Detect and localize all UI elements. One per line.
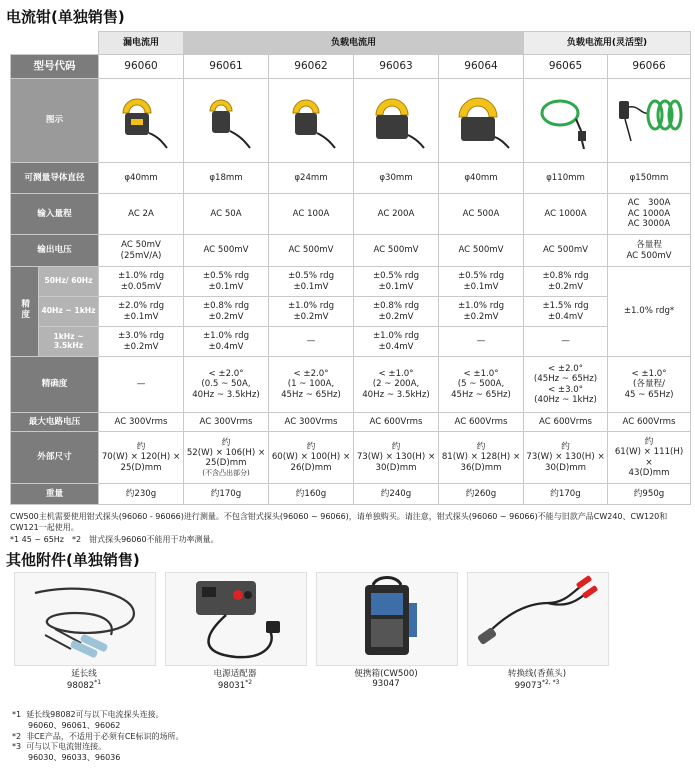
acc-f1-cell xyxy=(524,267,608,297)
accuracy-row-f1 xyxy=(11,267,691,297)
row-label-accuracy xyxy=(11,267,39,357)
cell-line: 约 xyxy=(306,441,316,452)
diameter-cell: φ30mm xyxy=(354,163,439,194)
weight-cell: 约240g xyxy=(354,484,439,505)
clamp-yellow-icon xyxy=(447,93,515,149)
accessory-caption-conversion-cable xyxy=(462,669,612,691)
input-range-cell: AC 50A xyxy=(184,194,269,235)
cell-line: 81(W) × 128(H) × xyxy=(441,452,521,463)
footnote-1-models: 96060、96061、96062 xyxy=(28,720,121,730)
dimensions-cell xyxy=(608,432,691,484)
max-voltage-cell: AC 600Vrms xyxy=(439,413,524,432)
flexible-clamp-3phase-icon xyxy=(615,93,683,149)
cell-line: 73(W) × 130(H) × xyxy=(356,452,436,463)
max-voltage-cell: AC 600Vrms xyxy=(524,413,608,432)
group-load: 负载电流用 xyxy=(184,32,524,55)
accessory-caption-carrying-case xyxy=(311,669,461,690)
accessory-footnotes xyxy=(12,710,183,764)
cell-line: (25mV/A) xyxy=(120,250,162,261)
cell-line: 约 xyxy=(136,441,146,452)
output-cell xyxy=(608,235,691,267)
cell-line: 73(W) × 130(H) × xyxy=(526,452,605,463)
row-label-dimensions: 外部尺寸 xyxy=(11,432,99,484)
acc-f3-cell xyxy=(354,327,439,357)
cell-line: (2 ~ 200A, xyxy=(372,379,420,390)
cell-line: ±0.8% rdg xyxy=(542,271,589,282)
footnote-text: 可与以下电流钳连接。 xyxy=(26,742,107,752)
cell-line: (0.5 ~ 50A, xyxy=(201,379,251,390)
acc-f1-cell xyxy=(184,267,269,297)
cell-line: ±0.2mV xyxy=(208,311,244,322)
dimensions-cell xyxy=(354,432,439,484)
cell-line: ±0.1mV xyxy=(293,281,329,292)
cell-line: ±0.2mV xyxy=(378,311,414,322)
clamp-spec-table xyxy=(10,31,691,505)
cell-line: AC 500mV xyxy=(542,245,589,256)
cell-line: AC 500mV xyxy=(373,245,419,256)
clamp-image-96065 xyxy=(524,79,608,163)
cell-line: — xyxy=(561,336,570,347)
diameter-row xyxy=(11,163,691,194)
group-flex: 负载电流用(灵活型) xyxy=(524,32,691,55)
weight-cell: 约170g xyxy=(524,484,608,505)
diameter-cell: φ40mm xyxy=(99,163,184,194)
cell-line: ±1.0% rdg xyxy=(372,331,420,342)
cell-line: — xyxy=(136,379,146,390)
accessory-sup: *2 xyxy=(245,679,253,687)
section-title-clamps: 电流钳(单独销售) xyxy=(6,8,125,26)
cell-line: ±0.8% rdg xyxy=(372,301,420,312)
dimensions-cell xyxy=(269,432,354,484)
acc-f1-cell xyxy=(99,267,184,297)
accessory-code: 93047 xyxy=(372,679,400,690)
cell-line: (40Hz ~ 1kHz) xyxy=(534,394,597,405)
output-cell xyxy=(439,235,524,267)
cell-line: ±0.4mV xyxy=(378,341,414,352)
accessory-name: 便携箱(CW500) xyxy=(354,669,418,679)
cell-line: 26(D)mm xyxy=(290,462,332,473)
clamp-image-96063 xyxy=(354,79,439,163)
cell-line: 30(D)mm xyxy=(545,462,587,473)
input-range-cell: AC 100A xyxy=(269,194,354,235)
accessory-image-power-adapter xyxy=(165,572,307,666)
cell-line: ±1.0% rdg xyxy=(202,331,250,342)
cell-line: 约 xyxy=(476,441,486,452)
phase-cell xyxy=(524,357,608,413)
cell-line: — xyxy=(306,336,316,347)
max-voltage-cell: AC 300Vrms xyxy=(184,413,269,432)
clamp-yellow-icon xyxy=(107,93,175,149)
model-cell: 96066 xyxy=(608,55,691,79)
acc-f2-cell xyxy=(354,297,439,327)
phase-cell xyxy=(184,357,269,413)
clamp-image-96064 xyxy=(439,79,524,163)
accessory-caption-power-adapter xyxy=(160,669,310,691)
cell-line: (1 ~ 100A, xyxy=(287,379,335,390)
cell-line: ±1.5% rdg xyxy=(542,301,589,312)
cell-line: ±3.0% rdg xyxy=(117,331,165,342)
accessory-name: 转换线(香蕉头) xyxy=(507,669,567,679)
cell-line: ±0.2mV xyxy=(547,281,584,292)
model-cell: 96064 xyxy=(439,55,524,79)
accessory-code: 98031 xyxy=(217,681,246,692)
input-range-cell: AC 200A xyxy=(354,194,439,235)
weight-cell: 约260g xyxy=(439,484,524,505)
cell-line: 约 xyxy=(391,441,401,452)
accessory-caption-extension-cable xyxy=(9,669,159,691)
accessory-code: 98082 xyxy=(66,681,95,692)
footnote-label: *3 xyxy=(12,742,22,752)
cell-line: 45Hz ~ 65Hz) xyxy=(451,389,511,400)
diameter-cell: φ150mm xyxy=(608,163,691,194)
cell-line: < ±2.0° xyxy=(208,368,244,379)
cell-line: ±0.1mV xyxy=(208,281,244,292)
cell-line: 70(W) × 120(H) × xyxy=(101,452,181,463)
cell-line: < ±1.0° xyxy=(378,368,414,379)
cell-line: ±0.5% rdg xyxy=(287,271,335,282)
accessory-image-carrying-case xyxy=(316,572,458,666)
phase-cell xyxy=(439,357,524,413)
cell-line: AC 500mV xyxy=(203,245,249,256)
cell-line: AC 500mV xyxy=(288,245,334,256)
model-cell: 96060 xyxy=(99,55,184,79)
dimensions-cell xyxy=(99,432,184,484)
section-title-accessories: 其他附件(单独销售) xyxy=(6,551,140,569)
row-label-model: 型号代码 xyxy=(11,55,99,79)
row-label-image: 图示 xyxy=(11,79,99,163)
phase-cell xyxy=(99,357,184,413)
input-range-line: AC 300A xyxy=(627,198,671,209)
note-footnote: *1 45 ~ 65Hz *2 钳式探头96060不能用于功率测量。 xyxy=(10,535,219,544)
cell-line: ±0.05mV xyxy=(120,281,162,292)
max-voltage-cell: AC 600Vrms xyxy=(608,413,691,432)
weight-cell: 约230g xyxy=(99,484,184,505)
cell-line: ±2.0% rdg xyxy=(117,301,165,312)
max-voltage-row xyxy=(11,413,691,432)
cell-line: 52(W) × 106(H) × xyxy=(186,447,266,458)
clamp-image-96060 xyxy=(99,79,184,163)
accessory-name: 延长线 xyxy=(71,669,97,679)
cell-line: ±0.8% rdg xyxy=(202,301,250,312)
output-cell xyxy=(184,235,269,267)
power-adapter-icon xyxy=(166,573,306,665)
acc-f3-cell xyxy=(439,327,524,357)
cell-line: 43(D)mm xyxy=(628,467,670,478)
diameter-cell: φ18mm xyxy=(184,163,269,194)
footnote-label: *1 xyxy=(12,710,22,719)
acc-f1-cell xyxy=(269,267,354,297)
acc-f2-cell xyxy=(99,297,184,327)
cell-line: 25(D)mm xyxy=(120,462,162,473)
dimensions-cell xyxy=(439,432,524,484)
accessory-code: 99073 xyxy=(514,681,542,692)
image-row xyxy=(11,79,691,163)
row-label-input-range: 输入量程 xyxy=(11,194,99,235)
accuracy-row-f3 xyxy=(11,327,691,357)
row-label-max-voltage: 最大电路电压 xyxy=(11,413,99,432)
cell-line: ±1.0% rdg xyxy=(287,301,335,312)
cell-line: — xyxy=(476,336,486,347)
flexible-clamp-icon xyxy=(532,93,600,149)
cell-line: AC 500mV xyxy=(626,250,672,261)
max-voltage-cell: AC 300Vrms xyxy=(269,413,354,432)
max-voltage-cell: AC 600Vrms xyxy=(354,413,439,432)
cell-line: 60(W) × 100(H) × xyxy=(271,452,351,463)
group-leak: 漏电流用 xyxy=(99,32,184,55)
input-range-line: AC 3000A xyxy=(627,219,671,230)
footnote-text: 延长线98082可与以下电流探头连接。 xyxy=(26,710,164,719)
footnote-2 xyxy=(12,732,183,743)
weight-cell: 约160g xyxy=(269,484,354,505)
row-label-diameter: 可测量导体直径 xyxy=(11,163,99,194)
accessory-code-line xyxy=(160,679,310,691)
weight-cell: 约950g xyxy=(608,484,691,505)
input-range-cell: AC 500A xyxy=(439,194,524,235)
accessory-code-line xyxy=(311,679,461,689)
cell-line: 30(D)mm xyxy=(375,462,417,473)
freq-label-f2 xyxy=(39,297,99,327)
input-range-cell-96066 xyxy=(608,194,691,235)
cell-line: 约 xyxy=(644,436,654,447)
max-voltage-cell: AC 300Vrms xyxy=(99,413,184,432)
phase-cell xyxy=(269,357,354,413)
cell-line: ±1.0% rdg xyxy=(117,271,165,282)
cell-line: < ±3.0° xyxy=(547,384,584,395)
carrying-case-icon xyxy=(317,573,457,665)
cell-line: (各量程/ xyxy=(633,379,666,390)
extension-cable-icon xyxy=(15,573,155,665)
acc-cell-96066: ±1.0% rdg* xyxy=(608,267,691,357)
footnote-3-models: 96030、96033、96036 xyxy=(28,753,121,763)
footnote-label: *2 xyxy=(12,731,22,741)
cell-line: < ±2.0° xyxy=(547,363,584,374)
phase-row xyxy=(11,357,691,413)
cell-line: 25(D)mm xyxy=(205,458,247,469)
input-range-cell: AC 2A xyxy=(99,194,184,235)
diameter-cell: φ110mm xyxy=(524,163,608,194)
cell-line: AC 500mV xyxy=(458,245,504,256)
output-cell xyxy=(269,235,354,267)
clamp-image-96066 xyxy=(608,79,691,163)
phase-cell xyxy=(608,357,691,413)
model-cell: 96063 xyxy=(354,55,439,79)
output-row xyxy=(11,235,691,267)
cell-line: ±0.1mV xyxy=(378,281,414,292)
weight-cell: 约170g xyxy=(184,484,269,505)
row-label-weight: 重量 xyxy=(11,484,99,505)
acc-f2-cell xyxy=(184,297,269,327)
freq-f3-text: 1kHz ~ 3.5kHz xyxy=(53,331,84,350)
cell-line: ±1.0% rdg xyxy=(457,301,505,312)
accessory-name: 电源适配器 xyxy=(213,669,257,679)
clamp-yellow-icon xyxy=(362,93,430,149)
dimensions-lines xyxy=(186,438,266,469)
cell-line: < ±2.0° xyxy=(293,368,329,379)
cell-line: ±0.5% rdg xyxy=(202,271,250,282)
acc-f3-cell xyxy=(184,327,269,357)
input-range-line: AC 1000A xyxy=(627,208,671,219)
cell-line: 各量程 xyxy=(636,240,662,251)
diameter-cell: φ40mm xyxy=(439,163,524,194)
accessory-image-conversion-cable xyxy=(467,572,609,666)
cell-line: 45 ~ 65Hz) xyxy=(624,389,674,400)
cell-line: (5 ~ 500A, xyxy=(457,379,505,390)
cell-line: ±0.4mV xyxy=(208,341,244,352)
cell-line: 约 xyxy=(221,437,231,448)
freq-label-f1 xyxy=(39,267,99,297)
cell-line: ±0.2mV xyxy=(123,341,159,352)
cell-line: 40Hz ~ 3.5kHz) xyxy=(192,389,260,400)
acc-f2-cell xyxy=(439,297,524,327)
cell-line: ±0.2mV xyxy=(293,311,329,322)
clamp-image-96062 xyxy=(269,79,354,163)
clamp-yellow-icon xyxy=(192,93,260,149)
accessory-code-line xyxy=(462,679,612,691)
input-range-cell: AC 1000A xyxy=(524,194,608,235)
cell-line: 45Hz ~ 65Hz) xyxy=(281,389,341,400)
dimensions-note: (不含凸出部分) xyxy=(202,468,250,477)
accessory-sup: *1 xyxy=(94,679,102,687)
cell-line: (45Hz ~ 65Hz) xyxy=(533,374,598,385)
dimensions-row xyxy=(11,432,691,484)
cell-line: AC 50mV xyxy=(121,240,161,251)
cell-line: 61(W) × 111(H) × xyxy=(614,447,684,468)
group-header-row xyxy=(11,32,691,55)
cell-line: ±0.1mV xyxy=(463,281,499,292)
cell-line: ±0.4mV xyxy=(547,311,584,322)
dimensions-cell xyxy=(524,432,608,484)
cell-line: ±0.5% rdg xyxy=(372,271,420,282)
acc-f3-cell xyxy=(524,327,608,357)
note-main: CW500主机需要使用钳式探头(96060 - 96066)进行测量。不包含钳式探头(96060 ~ 96066)，请单独购买。请注意，钳式探头(96060 ~ 96066)不能与旧款产品CW240、CW120和CW121一起使用。 xyxy=(10,512,668,532)
phase-cell xyxy=(354,357,439,413)
accessory-sup: *2, *3 xyxy=(541,679,560,687)
cell-line: 约 xyxy=(561,441,570,452)
acc-f1-cell xyxy=(354,267,439,297)
acc-f3-cell xyxy=(269,327,354,357)
acc-f2-cell xyxy=(269,297,354,327)
footnote-1 xyxy=(12,710,183,721)
model-row xyxy=(11,55,691,79)
freq-f1-text: 50Hz/ 60Hz xyxy=(44,276,93,286)
cell-line: < ±1.0° xyxy=(631,368,667,379)
freq-f2-text: 40Hz ~ 1kHz xyxy=(41,306,96,316)
output-cell xyxy=(524,235,608,267)
clamp-yellow-icon xyxy=(277,93,345,149)
weight-row xyxy=(11,484,691,505)
freq-label-f3 xyxy=(39,327,99,357)
acc-f2-cell xyxy=(524,297,608,327)
model-cell: 96065 xyxy=(524,55,608,79)
accuracy-label: 精度 xyxy=(19,299,30,321)
cell-line: < ±1.0° xyxy=(463,368,499,379)
model-cell: 96062 xyxy=(269,55,354,79)
accessory-image-extension-cable xyxy=(14,572,156,666)
row-label-output: 输出电压 xyxy=(11,235,99,267)
model-cell: 96061 xyxy=(184,55,269,79)
cell-line: 40Hz ~ 3.5kHz) xyxy=(362,389,430,400)
cell-line: ±0.5% rdg xyxy=(457,271,505,282)
accuracy-row-f2 xyxy=(11,297,691,327)
footnote-text: 非CE产品，不适用于必须有CE标识的场所。 xyxy=(26,731,184,741)
clamp-image-96061 xyxy=(184,79,269,163)
output-cell xyxy=(99,235,184,267)
footnote-3 xyxy=(12,742,183,753)
diameter-cell: φ24mm xyxy=(269,163,354,194)
cell-line: 36(D)mm xyxy=(460,462,502,473)
cell-line: ±0.1mV xyxy=(123,311,159,322)
dimensions-cell-96061 xyxy=(184,432,269,484)
cell-line: ±0.2mV xyxy=(463,311,499,322)
accessory-code-line xyxy=(9,679,159,691)
row-label-phase: 精确度 xyxy=(11,357,99,413)
acc-f1-cell xyxy=(439,267,524,297)
conversion-cable-icon xyxy=(468,573,608,665)
input-range-row xyxy=(11,194,691,235)
acc-f3-cell xyxy=(99,327,184,357)
output-cell xyxy=(354,235,439,267)
